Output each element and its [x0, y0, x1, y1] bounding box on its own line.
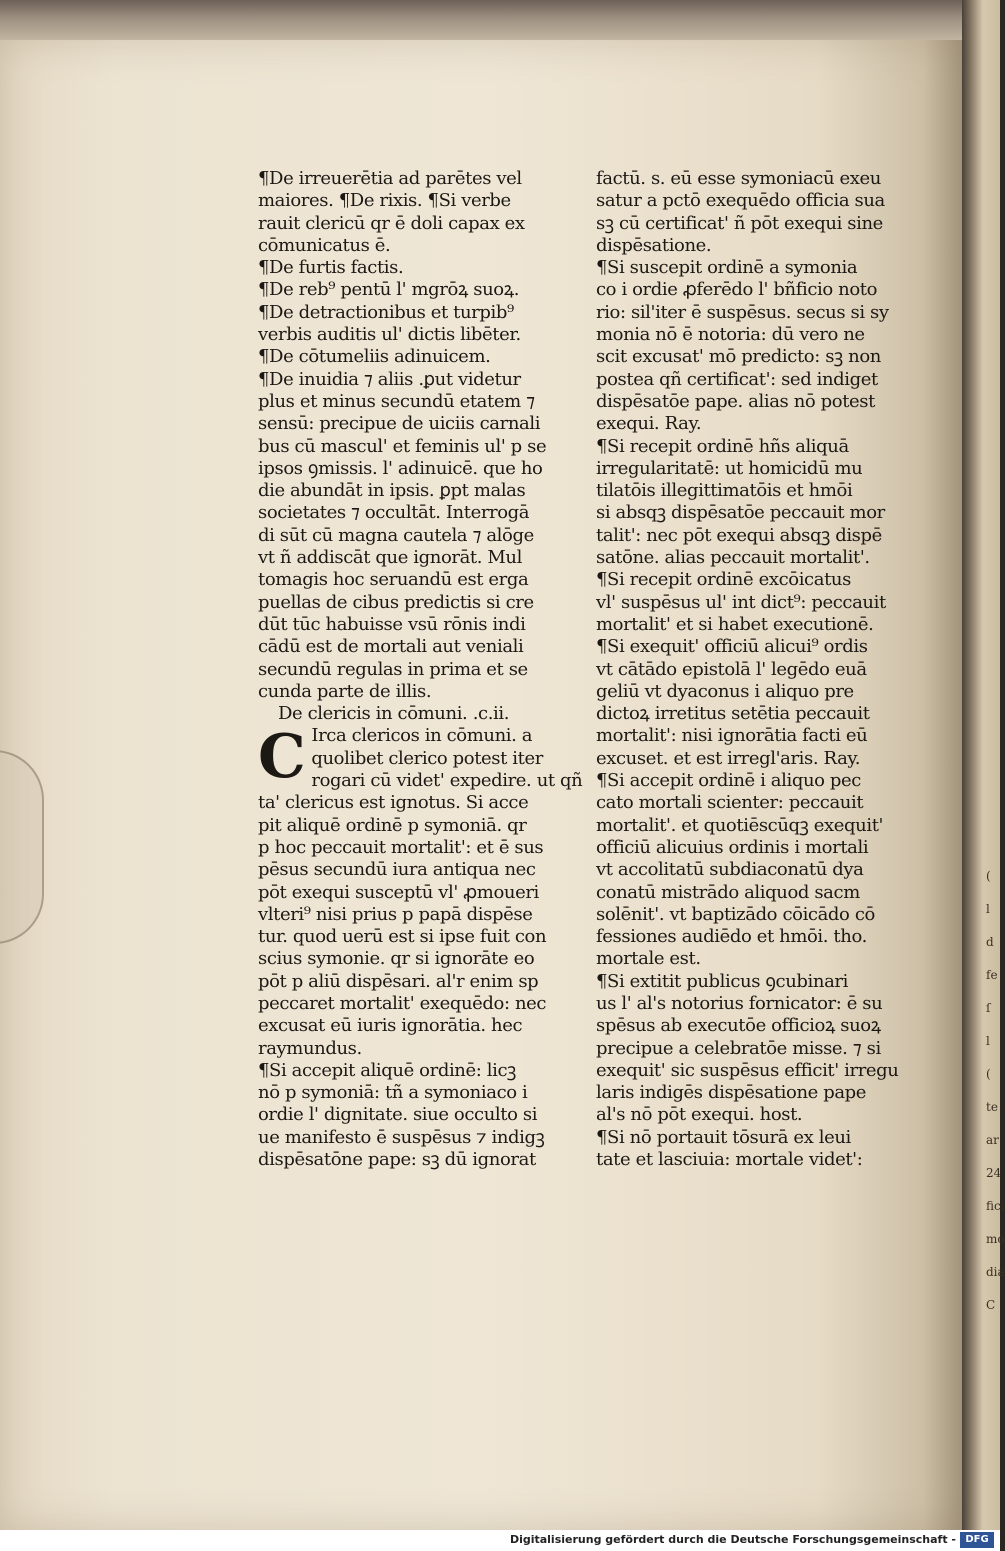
text-line: bus cū mascul' et feminis ul' p se — [258, 435, 547, 457]
text-line: officiū alicuius ordinis i mortali — [596, 836, 869, 858]
text-line: spēsus ab executōe officioꝝ suoꝝ — [596, 1015, 881, 1037]
text-line: nō p symoniā: tñ a symoniaco i — [258, 1082, 528, 1104]
text-line: dictoꝝ irretitus setētia peccauit — [596, 703, 870, 725]
footer-credit-text: Digitalisierung gefördert durch die Deutsche Forschungsgemeinschaft - — [509, 1533, 956, 1546]
text-line: solēnit'. vt baptizādo cōicādo cō — [596, 903, 875, 925]
text-line: dūt tūc habuisse vsū rōnis indi — [258, 613, 526, 635]
text-line: conatū mistrādo aliquod sacm — [596, 881, 860, 903]
text-line: ¶Si nō portauit tōsurā ex leui — [596, 1126, 851, 1148]
text-line: pōt exequi susceptū vl' ꝓmoueri — [258, 881, 539, 903]
text-line: excusat eū iuris ignorātia. hec — [258, 1015, 523, 1037]
text-line: di sūt cū magna cautela ⁊ alōge — [258, 524, 534, 546]
text-line: vlteri⁹ nisi prius p papā dispēse — [258, 903, 533, 925]
facing-page-fragment: l — [986, 902, 990, 916]
text-line: ordie l' dignitate. siue occulto si — [258, 1104, 538, 1126]
facing-page-fragment: d — [986, 935, 994, 949]
text-line: plus et minus secundū etatem ⁊ — [258, 390, 535, 412]
text-line: peccaret mortalit' exequēdo: nec — [258, 992, 547, 1014]
section-heading: De clericis in cōmuni. .c.ii. — [278, 703, 510, 725]
text-line: Irca clericos in cōmuni. a — [311, 725, 533, 747]
text-line: ipsos ꝯmissis. l' adinuicē. que ho — [258, 457, 543, 479]
text-line: secundū regulas in prima et se — [258, 658, 528, 680]
text-line: monia nō ē notoria: dū vero ne — [596, 324, 865, 346]
text-line: rogari cū videt' expedire. ut qñ — [311, 770, 583, 792]
text-line: tate et lasciuia: mortale videt': — [596, 1149, 863, 1171]
text-line: cato mortali scienter: peccauit — [596, 792, 864, 814]
right-column-lines — [596, 168, 899, 1171]
text-line: verbis auditis ul' dictis libēter. — [258, 324, 521, 346]
text-line: ¶De inuidia ⁊ aliis .ꝑut videtur — [258, 368, 521, 390]
text-line: ¶De cōtumeliis adinuicem. — [258, 346, 491, 368]
text-line: p hoc peccauit mortalit': et ē sus — [258, 836, 544, 858]
facing-page-fragment: dia — [986, 1265, 1005, 1279]
text-line: rio: sil'iter ē suspēsus. secus si sy — [596, 301, 889, 323]
text-line: maiores. ¶De rixis. ¶Si verbe — [258, 190, 511, 212]
text-line: cunda parte de illis. — [258, 680, 432, 702]
text-line: fessiones audiēdo et hmōi. tho. — [596, 926, 867, 948]
text-line: satōne. alias peccauit mortalit'. — [596, 547, 870, 569]
text-line: sꝫ cū certificat' ñ pōt exequi sine — [596, 212, 883, 234]
facing-page-fragment: ſ — [986, 1001, 991, 1015]
facing-page-fragment: ( — [986, 869, 991, 883]
text-line: rauit clericū qr ē doli capax ex — [258, 212, 525, 234]
text-line: mortalit': nisi ignorātia facti eū — [596, 725, 868, 747]
text-line: ¶Si suscepit ordinē a symonia — [596, 257, 858, 279]
text-line: ¶Si recepit ordinē hñs aliquā — [596, 435, 849, 457]
text-line: dispēsatione. — [596, 234, 712, 256]
dfg-logo: DFG — [960, 1532, 994, 1548]
facing-page-fragment: te — [986, 1100, 998, 1114]
text-line: societates ⁊ occultāt. Interrogā — [258, 502, 530, 524]
text-line: mortalit'. et quotiēscūqꝫ exequit' — [596, 814, 884, 836]
text-line: sensū: precipue de uiciis carnali — [258, 413, 541, 435]
text-line: ¶Si exequit' officiū alicui⁹ ordis — [596, 636, 868, 658]
facing-page-fragment: mo — [986, 1232, 1005, 1246]
text-line: exequit' sic suspēsus efficit' irregu — [596, 1059, 899, 1081]
text-line: excuset. et est irregl'aris. Ray. — [596, 747, 861, 769]
section-initial: C — [258, 722, 306, 793]
text-line: mortale est. — [596, 948, 701, 970]
text-line: pit aliquē ordinē p symoniā. qr — [258, 814, 527, 836]
text-line: ¶Si extitit publicus ꝯcubinari — [596, 970, 848, 992]
text-line: ¶Si accepit ordinē i aliquo pec — [596, 770, 861, 792]
text-line: precipue a celebratōe misse. ⁊ si — [596, 1037, 881, 1059]
text-line: vt ñ addiscāt que ignorāt. Mul — [258, 547, 522, 569]
text-line: die abundāt in ipsis. ꝑpt malas — [258, 480, 526, 502]
facing-page-fragment: fici — [986, 1199, 1005, 1213]
text-line: ue manifesto ē suspēsus ⁊ indigꝫ — [258, 1126, 545, 1148]
text-line: satur a pctō exequēdo officia sua — [596, 190, 885, 212]
text-line: ta' clericus est ignotus. Si acce — [258, 792, 529, 814]
digitization-footer — [0, 1530, 1000, 1551]
text-line: postea qñ certificat': sed indiget — [596, 368, 878, 390]
left-column-lines — [258, 168, 558, 703]
text-line: ¶Si recepit ordinē excōicatus — [596, 569, 851, 591]
text-line: pēsus secundū iura antiqua nec — [258, 859, 536, 881]
text-line: raymundus. — [258, 1037, 362, 1059]
text-line: tur. quod uerū est si ipse fuit con — [258, 926, 547, 948]
text-line: exequi. Ray. — [596, 413, 702, 435]
book-clasp-shadow — [0, 750, 44, 944]
text-line: dispēsatōe pape. alias nō potest — [596, 390, 875, 412]
text-line: si absqꝫ dispēsatōe peccauit mor — [596, 502, 885, 524]
text-line: ¶De furtis factis. — [258, 257, 404, 279]
text-line: puellas de cibus predictis si cre — [258, 591, 534, 613]
facing-page-fragments — [986, 860, 1005, 1322]
text-line: co i ordie ꝓferēdo l' bñficio noto — [596, 279, 878, 301]
text-line: pōt p aliū dispēsari. al'r enim sp — [258, 970, 539, 992]
text-line: cādū est de mortali aut veniali — [258, 636, 524, 658]
text-line: us l' al's notorius fornicator: ē su — [596, 992, 883, 1014]
text-line: quolibet clerico potest iter — [311, 747, 543, 769]
text-line: al's nō pōt exequi. host. — [596, 1104, 803, 1126]
text-line: cōmunicatus ē. — [258, 234, 391, 256]
text-line: laris indigēs dispēsatione pape — [596, 1082, 867, 1104]
text-line: vt cātādo epistolā l' legēdo euā — [596, 658, 867, 680]
text-line: mortalit' et si habet executionē. — [596, 613, 874, 635]
facing-page-fragment: 24 — [986, 1166, 1002, 1180]
text-line: vt accolitatū subdiaconatū dya — [596, 859, 864, 881]
text-line: ¶Si accepit aliquē ordinē: licꝫ — [258, 1059, 516, 1081]
text-line: scius symonie. qr si ignorāte eo — [258, 948, 535, 970]
text-line: ¶De detractionibus et turpib⁹ — [258, 301, 514, 323]
facing-page-fragment: fe — [986, 968, 998, 982]
text-line: geliū vt dyaconus i aliquo pre — [596, 680, 854, 702]
section-body-lines — [258, 722, 583, 1171]
text-line: talit': nec pōt exequi absqꝫ dispē — [596, 524, 882, 546]
facing-page-fragment: l — [986, 1034, 990, 1048]
text-line: dispēsatōne pape: sꝫ dū ignorat — [258, 1149, 536, 1171]
facing-page-fragment: ar — [986, 1133, 999, 1147]
section-body — [258, 722, 583, 1171]
text-line: ¶De irreuerētia ad parētes vel — [258, 168, 522, 189]
text-line: scit excusat' mō predicto: sꝫ non — [596, 346, 881, 368]
text-line: ¶De reb⁹ pentū l' mgrōꝝ suoꝝ. — [258, 279, 520, 301]
text-line: tilatōis illegittimatōis et hmōi — [596, 480, 853, 502]
text-line: tomagis hoc seruandū est erga — [258, 569, 529, 591]
text-line: irregularitatē: ut homicidū mu — [596, 457, 863, 479]
text-line: factū. s. eū esse symoniacū exeu — [596, 168, 881, 189]
right-text-column — [596, 168, 899, 1171]
text-line: vl' suspēsus ul' int dict⁹: peccauit — [596, 591, 886, 613]
facing-page-fragment: C — [986, 1298, 996, 1312]
facing-page-fragment: ( — [986, 1067, 991, 1081]
left-text-column — [258, 168, 583, 1171]
page-top-edge — [0, 0, 962, 44]
